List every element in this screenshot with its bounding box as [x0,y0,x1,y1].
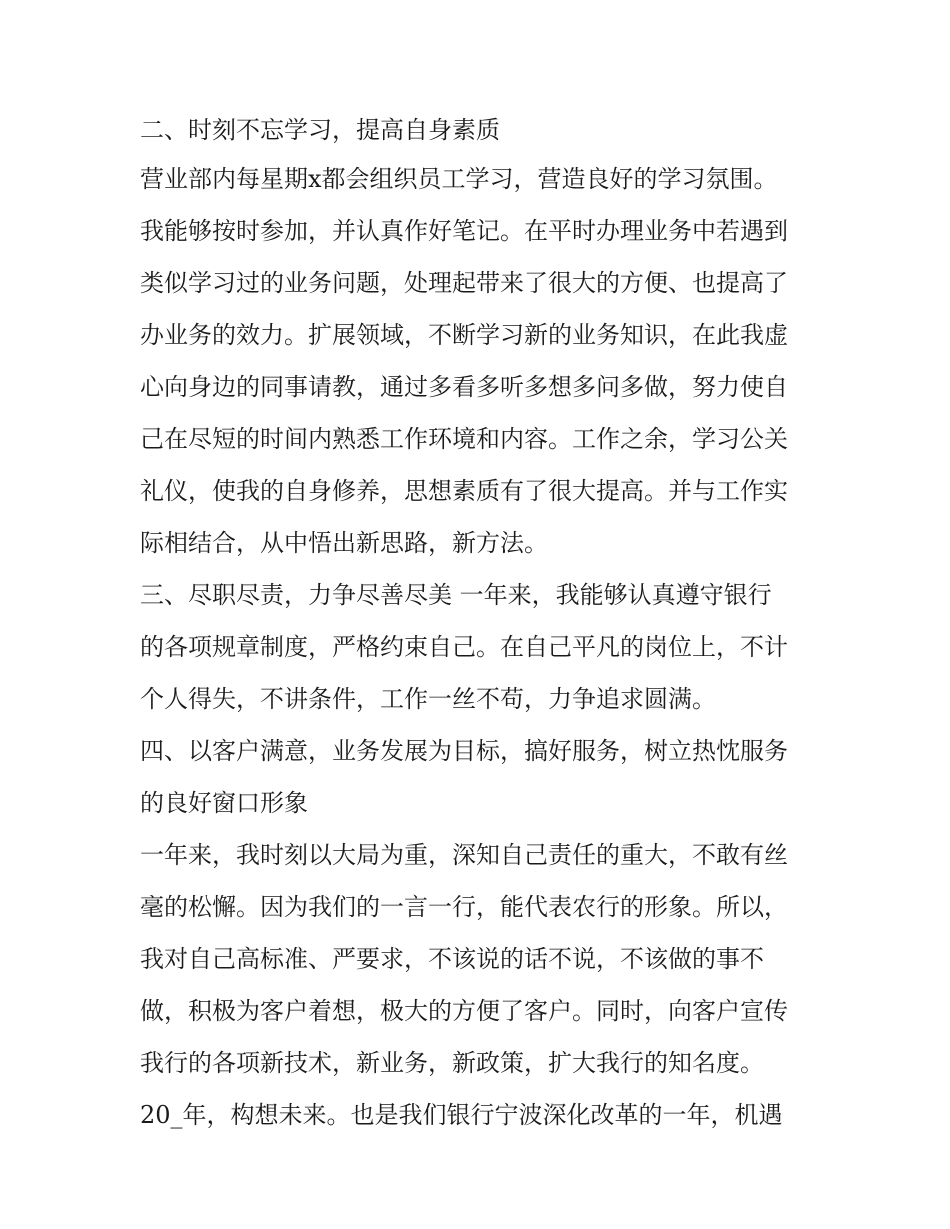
paragraph-line: 营业部内每星期x都会组织员工学习，营造良好的学习氛围。 [140,165,778,193]
paragraph-line: 我对自己高标准、严要求，不该说的话不说，不该做的事不 [140,945,764,973]
section-heading-3: 三、尽职尽责，力争尽善尽美 一年来，我能够认真遵守银行 [140,581,772,609]
section-heading-2: 二、时刻不忘学习，提高自身素质 [140,116,500,144]
paragraph-line: 际相结合，从中悟出新思路，新方法。 [140,529,548,557]
section-heading-4: 四、以客户满意，业务发展为目标，搞好服务，树立热忱服务 [140,737,788,765]
section-heading-4-cont: 的良好窗口形象 [140,789,308,817]
paragraph-line: 类似学习过的业务问题，处理起带来了很大的方便、也提高了 [140,269,788,297]
paragraph-line: 办业务的效力。扩展领域，不断学习新的业务知识，在此我虚 [140,321,788,349]
paragraph-line: 心向身边的同事请教，通过多看多听多想多问多做，努力使自 [140,373,788,401]
paragraph-line: 己在尽短的时间内熟悉工作环境和内容。工作之余，学习公关 [140,425,788,453]
paragraph-line: 我能够按时参加，并认真作好笔记。在平时办理业务中若遇到 [140,217,788,245]
paragraph-line: 礼仪，使我的自身修养，思想素质有了很大提高。并与工作实 [140,477,788,505]
paragraph-line: 做，积极为客户着想，极大的方便了客户。同时，向客户宣传 [140,997,788,1025]
paragraph-line: 一年来，我时刻以大局为重，深知自己责任的重大，不敢有丝 [140,841,788,869]
paragraph-line: 我行的各项新技术，新业务，新政策，扩大我行的知名度。 [140,1049,764,1077]
paragraph-line: 个人得失，不讲条件，工作一丝不苟，力争追求圆满。 [140,685,716,713]
paragraph-line: 毫的松懈。因为我们的一言一行，能代表农行的形象。所以， [140,893,788,921]
paragraph-line: 20_年，构想未来。也是我们银行宁波深化改革的一年，机遇 [140,1101,783,1129]
document-body [140,108,820,1141]
paragraph-line: 的各项规章制度，严格约束自己。在自己平凡的岗位上，不计 [140,633,788,661]
